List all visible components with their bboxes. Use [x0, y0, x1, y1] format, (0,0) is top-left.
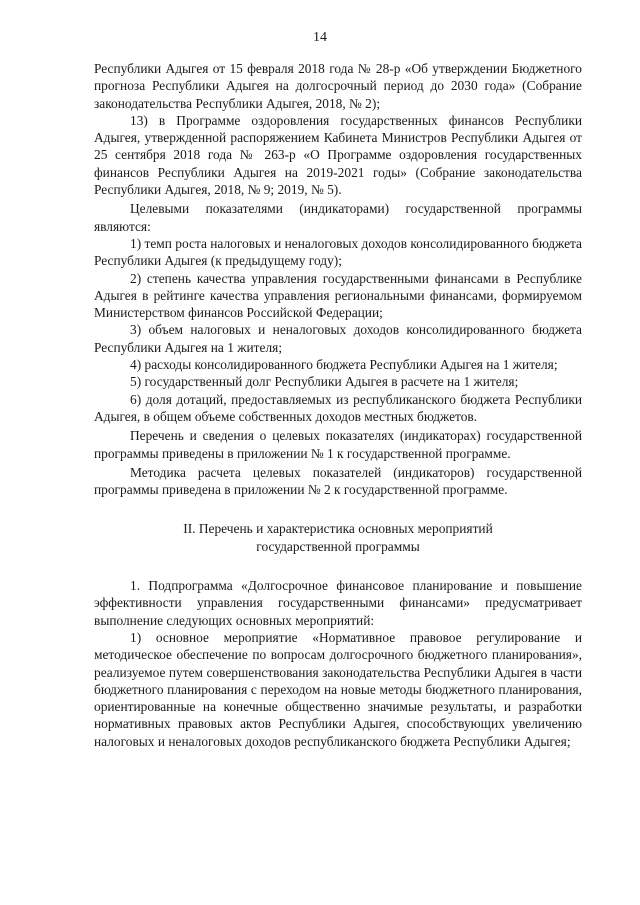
section-heading [94, 520, 582, 555]
paragraph-indicators-intro: Целевыми показателями (индикаторами) государственной программы являются: [94, 201, 582, 234]
indicator-item-1: 1) темп роста налоговых и неналоговых доходов консолидированного бюджета Республики Адыгея (к предыдущему году); [94, 235, 582, 269]
indicator-item-6: 6) доля дотаций, предоставляемых из республиканского бюджета Республики Адыгея, в общем объеме собственных доходов местных бюджетов. [94, 391, 582, 424]
section-heading-line-1: II. Перечень и характеристика основных мероприятий [183, 521, 493, 537]
paragraph-continuation: Республики Адыгея от 15 февраля 2018 года № 28-р «Об утверждении Бюджетного прогноза Республики Адыгея на долгосрочный период до 2030 года» (Собрание законодательства Республики Адыгея, 2018, № 2); [94, 61, 582, 111]
indicator-item-4: 4) расходы консолидированного бюджета Республики Адыгея на 1 жителя; [130, 357, 558, 373]
section-heading-line-2: государственной программы [256, 538, 420, 554]
paragraph-indicators-list: Перечень и сведения о целевых показателях (индикаторах) государственной программы приведены в приложении № 1 к государственной программе. [94, 428, 582, 461]
paragraph-methodology: Методика расчета целевых показателей (индикаторов) государственной программы приведена в приложении № 2 к государственной программе. [94, 464, 582, 498]
paragraph-main-measure-1: 1) основное мероприятие «Нормативное правовое регулирование и методическое обеспечение по вопросам долгосрочного бюджетного планирования», реализуемое путем совершенствования законодательства Республики Адыгея в части бюджетного планирования с переходом на новые методы бюджетного планирования, ориентированные на конечные общественно значимые результаты, и разработки нормативных правовых актов Республики Адыгея, способствующих увеличению налоговых и неналоговых доходов республиканского бюджета Республики Адыгея; [94, 629, 582, 749]
paragraph-item-13: 13) в Программе оздоровления государственных финансов Республики Адыгея, утвержденной распоряжением Кабинета Министров Республики Адыгея от 25 сентября 2018 года № 263-р «О Программе оздоровления государственных финансов Республики Адыгея на 2019-2021 годы» (Собрание законодательства Республики Адыгея, 2018, № 9; 2019, № 5). [94, 112, 582, 198]
indicator-item-2: 2) степень качества управления государственными финансами в Республике Адыгея в рейтинге качества управления региональными финансами, формируемом Министерством финансов Российской Федерации; [94, 270, 582, 321]
indicator-item-3: 3) объем налоговых и неналоговых доходов консолидированного бюджета Республики Адыгея на 1 жителя; [94, 322, 582, 355]
paragraph-subprogram-1: 1. Подпрограмма «Долгосрочное финансовое планирование и повышение эффективности управления государственными финансами» предусматривает выполнение следующих основных мероприятий: [94, 578, 582, 628]
indicator-item-5: 5) государственный долг Республики Адыгея в расчете на 1 жителя; [130, 374, 519, 390]
page-number: 14 [313, 30, 327, 45]
document-body [94, 60, 582, 750]
